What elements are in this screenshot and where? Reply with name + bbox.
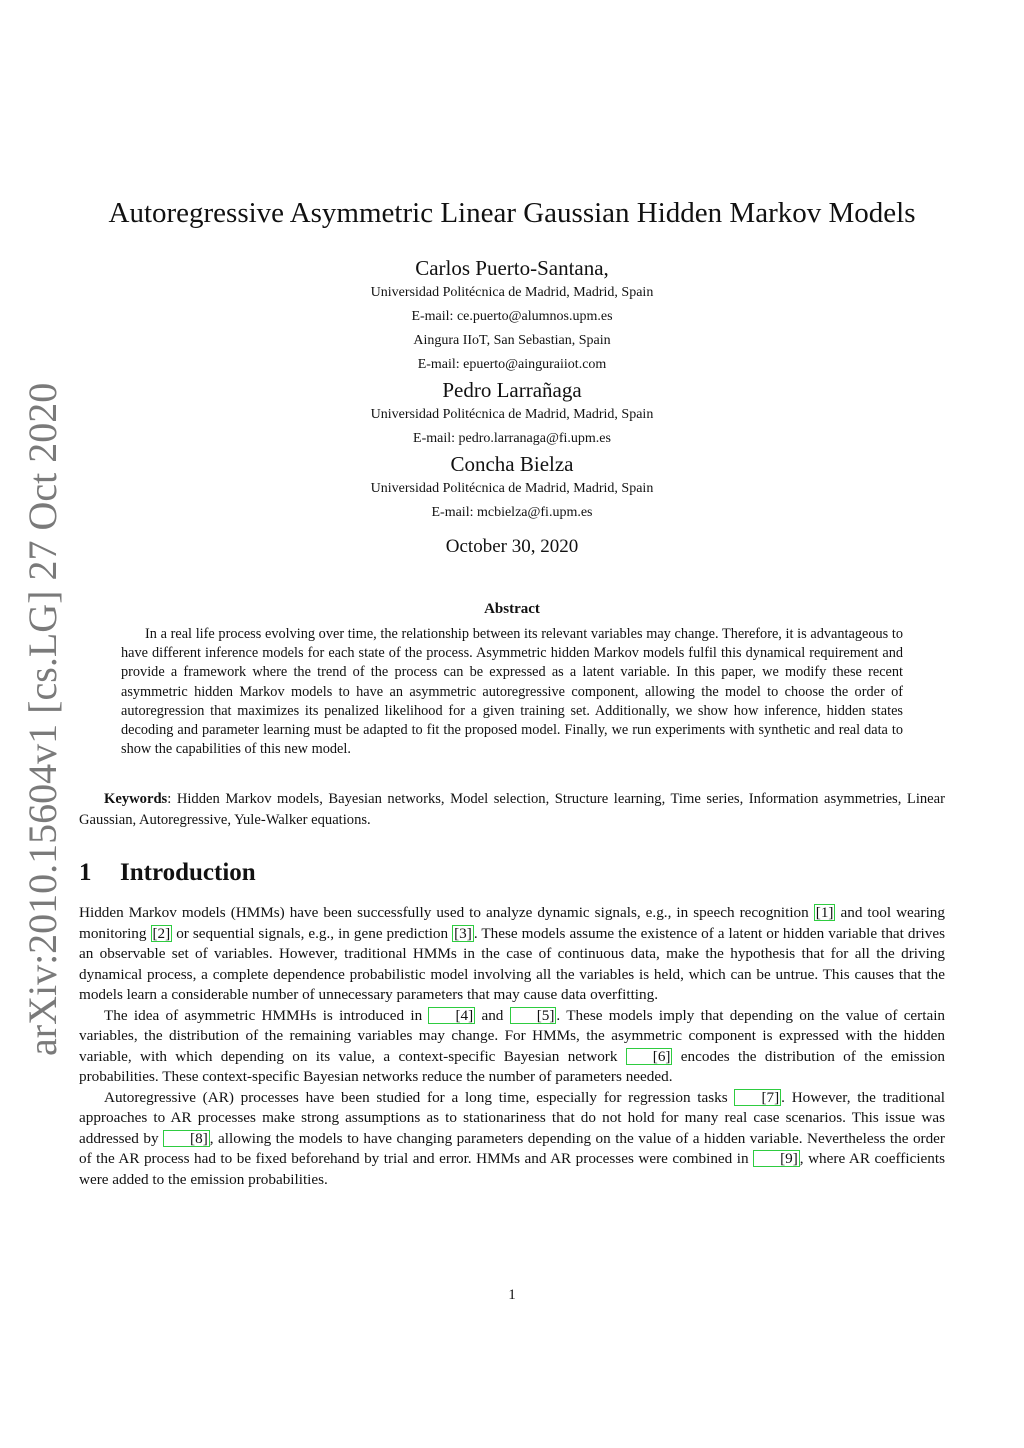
citation-link[interactable]: [3] bbox=[454, 924, 472, 942]
author-name: Concha Bielza bbox=[450, 452, 574, 476]
paper-title: Autoregressive Asymmetric Linear Gaussian Hidden Markov Models bbox=[108, 197, 916, 229]
body-text: Autoregressive (AR) processes have been studied for a long time, especially for regression tasks bbox=[104, 1088, 735, 1106]
citation-link[interactable]: [7] bbox=[734, 1089, 781, 1106]
body-text: , where AR coefficients were added to the emission probabilities. bbox=[79, 1150, 946, 1188]
body-text: and tool wearing monitoring bbox=[79, 904, 945, 942]
body-text: . However, the traditional approaches to AR processes make strong assumptions as to stationariness that do not hold for many real case scenarios. This issue was addressed by bbox=[79, 1088, 946, 1147]
author-email: E-mail: pedro.larranaga@fi.upm.es bbox=[413, 431, 611, 446]
arxiv-identifier-stamp: arXiv:2010.15604v1 [cs.LG] 27 Oct 2020 bbox=[20, 382, 65, 1056]
author-email: E-mail: ce.puerto@alumnos.upm.es bbox=[411, 309, 613, 324]
paper-date: October 30, 2020 bbox=[445, 536, 579, 557]
citation-link[interactable]: [5] bbox=[510, 1007, 557, 1024]
author-name: Carlos Puerto-Santana, bbox=[415, 256, 609, 280]
keywords-block bbox=[79, 789, 945, 830]
body-text: or sequential signals, e.g., in gene prediction bbox=[172, 924, 453, 942]
body-text: and bbox=[475, 1006, 510, 1024]
body-text: . These models assume the existence of a latent or hidden variable that drives an observable set of variables. However, traditional HMMs in the case of continuous data, make the hypothesis that for all the driving dynamical process, a complete dependence probabilistic model involving all the variables is held, which can be untrue. This causes that the models learn a considerable number of unnecessary parameters that may cause data overfitting. bbox=[79, 924, 945, 1003]
body-paragraph bbox=[79, 1088, 945, 1191]
section-number: 1 bbox=[79, 859, 92, 886]
body-text: The idea of asymmetric HMMHs is introduced in bbox=[104, 1006, 429, 1024]
abstract-text: In a real life process evolving over time, the relationship between its relevant variables may change. Therefore, it is advantageous to have different inference models for each state of the process. Asymmetric hidden Markov models fulfil this dynamical requirement and provide a framework where the trend of the process can be expressed as a latent variable. In this paper, we modify these recent asymmetric hidden Markov models to have an asymmetric autoregressive component, allowing the model to choose the order of autoregression that maximizes its penalized likelihood for a given training set. Additionally, we show how inference, hidden states decoding and parameter learning must be adapted to fit the proposed model. Finally, we run experiments with synthetic and real data to show the capabilities of this new model. bbox=[121, 626, 903, 758]
keywords-text: : Hidden Markov models, Bayesian networks, Model selection, Structure learning, Time series, Information asymmetries, Linear Gaussian, Autoregressive, Yule-Walker equations. bbox=[79, 791, 945, 828]
section-title: Introduction bbox=[120, 859, 256, 886]
author-name: Pedro Larrañaga bbox=[442, 378, 582, 402]
introduction-body bbox=[79, 903, 945, 1190]
body-paragraph bbox=[79, 903, 945, 1006]
page-number: 1 bbox=[508, 1287, 516, 1303]
citation-link[interactable]: [1] bbox=[815, 904, 834, 921]
body-text: . These models imply that depending on the value of certain variables, the distribution of the remaining variables may change. For HMMs, the asymmetric component is expressed with the hidden variable, with which depending on its value, a context-specific Bayesian network bbox=[79, 1006, 946, 1065]
citation-link[interactable]: [2] bbox=[152, 924, 171, 942]
abstract-heading: Abstract bbox=[484, 601, 540, 617]
body-text: Hidden Markov models (HMMs) have been successfully used to analyze dynamic signals, e.g., in speech recognition bbox=[79, 904, 814, 921]
section-heading bbox=[79, 856, 945, 890]
author-affiliation: Aingura IIoT, San Sebastian, Spain bbox=[413, 333, 611, 348]
citation-link[interactable]: [6] bbox=[626, 1048, 673, 1065]
keywords-label: Keywords bbox=[104, 791, 168, 807]
citation-link[interactable]: [9] bbox=[753, 1150, 800, 1167]
author-affiliation: Universidad Politécnica de Madrid, Madrid, Spain bbox=[370, 481, 654, 496]
author-email: E-mail: mcbielza@fi.upm.es bbox=[431, 505, 593, 520]
body-paragraph bbox=[79, 1006, 945, 1088]
author-affiliation: Universidad Politécnica de Madrid, Madrid, Spain bbox=[370, 285, 654, 300]
author-email: E-mail: epuerto@ainguraiiot.com bbox=[417, 357, 607, 372]
author-affiliation: Universidad Politécnica de Madrid, Madrid, Spain bbox=[370, 407, 654, 422]
author-block bbox=[0, 255, 1024, 525]
citation-link[interactable]: [8] bbox=[163, 1130, 210, 1147]
body-text: encodes the distribution of the emission probabilities. These context-specific Bayesian networks reduce the number of parameters needed. bbox=[79, 1047, 945, 1085]
body-text: , allowing the models to have changing parameters depending on the value of a hidden variable. Nevertheless the order of the AR process had to be fixed beforehand by trial and error. HMMs and AR processes were combined in bbox=[79, 1129, 945, 1167]
citation-link[interactable]: [4] bbox=[428, 1007, 475, 1024]
